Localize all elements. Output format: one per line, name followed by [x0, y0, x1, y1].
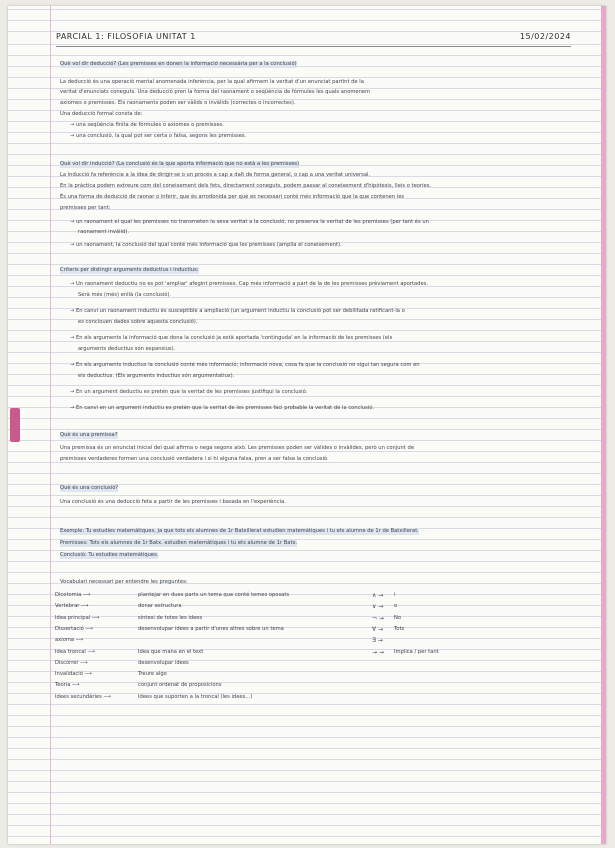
vocab-term: Dicotomia ⟶	[55, 592, 91, 598]
vocab-term: axioma ⟶	[55, 637, 84, 644]
logic-symbol: ∧ →	[372, 592, 384, 599]
logic-symbol: ¬ →	[372, 614, 384, 622]
list-item: Serà més (més) enllà (la conclusió).	[78, 292, 172, 298]
vocab-definition: Idees que suporten a la troncal (les idees...)	[138, 693, 253, 700]
list-item: → En canvi en un argument inductiu es pretén que la veritat de les premisses faci probable la veritat de la conclusió.	[70, 405, 374, 411]
vocab-term: Idea troncal ⟶	[55, 648, 95, 655]
list-item: es conclouen dades sobre aquesta conclusió).	[78, 319, 198, 325]
vocab-definition: Treure algo	[138, 671, 167, 678]
example-line: Exemple: Tu estudies matemàtiques, ja que tots els alumnes de 1r Batxillerat estudien matemàtiques i tu ets alumne de 1r de Batxillerat.	[60, 528, 419, 534]
text-line: premisses verdaderes formen una conclusió verdadera i si hi alguna falsa, pren a ser falsa la conclusió.	[60, 456, 329, 462]
list-item: → En un argument deductiu es pretén que la veritat de les premisses justifiqui la conclusió.	[70, 389, 308, 395]
list-item: → una seqüència finita de fórmules o axiomes o premisses.	[70, 122, 224, 128]
vocab-term: Idees secundàries ⟶	[55, 693, 111, 700]
premisses-line: Premisses: Tots els alumnes de 1r Batx. estudien matemàtiques i tu ets alumne de 1r Batx.	[60, 540, 298, 546]
page-edge	[601, 6, 606, 844]
vocab-term: Discórrer ⟶	[55, 659, 88, 666]
heading-vocabulari: Vocabulari necessari per entendre les preguntes:	[60, 579, 188, 585]
vocab-definition: Idea que mana en el text	[138, 648, 204, 655]
vocab-definition: desenvolupar idees a partir d'unes altres sobre un tema	[138, 625, 284, 632]
vocab-term: Teoria ⟶	[55, 682, 80, 689]
logic-symbol: ∨ →	[372, 603, 384, 611]
list-item: → una conclusió, la qual pot ser certa o falsa, segons les premisses.	[70, 133, 247, 139]
vocab-term: Vertebrar ⟶	[55, 603, 89, 610]
logic-symbol: → →	[372, 648, 384, 656]
text-line: veritat d'enunciats coneguts. Una deducció pren la forma del raonament o seqüència de fórmules les quals anomenem	[60, 89, 371, 95]
margin-line	[50, 6, 51, 844]
vocab-term: Idea principal ⟶	[55, 614, 100, 621]
heading-criteris: Criteris per distingir arguments deductius i inductius:	[60, 267, 199, 273]
logic-symbol-meaning: o	[394, 603, 398, 610]
vocab-definition: donar estructura	[138, 603, 182, 610]
text-line: Una conclusió és una deducció feta a partir de les premisses i basada en l'experiència.	[60, 499, 286, 505]
list-item: els deductius. (Els arguments inductius són argumentatius).	[78, 373, 235, 379]
vocab-definition: plantejar en dues parts un tema que conté temes oposats	[138, 592, 290, 598]
heading-induccio: Què vol dir inducció? (La conclusió és la que aporta informació que no està a les premisses)	[60, 161, 300, 167]
notebook-page	[8, 6, 606, 844]
heading-premissa: Què és una premissa?	[60, 432, 118, 438]
logic-symbol-meaning: i	[394, 592, 396, 598]
logic-symbol: ∃ →	[372, 637, 383, 645]
text-line: premisses per tant:	[60, 205, 111, 211]
text-line: axiomes o premisses. Els raonaments poden ser vàlids o invàlids (correctes o incorrectes).	[60, 100, 296, 106]
page-title: PARCIAL 1: FILOSOFIA UNITAT 1	[56, 32, 196, 41]
logic-symbol-meaning: Tots	[394, 625, 405, 632]
heading-deduccio: Què vol dir deducció? (Les premisses en donen la informació necessària per a la conclusió)	[60, 61, 297, 67]
page-date: 15/02/2024	[519, 32, 571, 41]
list-item: → un raonament, la conclusió del qual conté més informació que les premisses (amplia el coneixement).	[70, 242, 342, 248]
text-line: Una premissa és un enunciat inicial del qual afirma o nega segons això. Les premisses poden ser vàlides o invàlides, però un conjunt de	[60, 445, 415, 451]
vocab-term: Dissertació ⟶	[55, 625, 93, 632]
text-line: És una forma de deducció de raonar o inferir, que és arrodonida per què es necessari conté més informació que la que contenen les	[60, 194, 405, 200]
list-item: → En els arguments la informació que dona la conclusió ja està aportada 'continguda' en la informació de les premisses (els	[70, 335, 393, 341]
list-item: → Un raonament deductiu no es pot 'ampliar' afegint premisses. Cap més informació a part de la de les premisses prèviament aportades.	[70, 281, 429, 287]
page-header	[56, 32, 571, 47]
logic-symbol-meaning: Implica / per tant	[394, 648, 439, 655]
logic-symbol-meaning: No	[394, 614, 402, 621]
vocab-definition: conjunt ordenat de proposicions	[138, 682, 222, 689]
list-item: → En canvi un raonament inductiu és susceptible a ampliació (un argument inductiu la conclusió pot ser debilitada ratificant-la o	[70, 308, 405, 314]
list-item: → En els arguments inductius la conclusió conté més informació; informació nova, cosa fa que la conclusió no sigui tan segura com en	[70, 362, 420, 368]
vocab-term: Invalidació ⟶	[55, 671, 92, 678]
page-tab	[10, 408, 20, 442]
text-line: La inducció fa referència a la idea de dirigir-se o un procés a cap a dalt de forma general, o cap a una veritat universal.	[60, 172, 371, 178]
logic-symbol: ∀ →	[372, 625, 384, 633]
list-item: → un raonament el qual les premisses no transmeten la seva veritat a la conclusió, no preserva la veritat de les premisses (per tant és un	[70, 219, 429, 225]
list-item: arguments deductius són expansius).	[78, 346, 176, 352]
heading-conclusio: Què és una conclusió?	[60, 485, 119, 491]
conclusio-line: Conclusió: Tu estudies matemàtiques.	[60, 552, 159, 558]
text-line: Una deducció formal consta de:	[60, 111, 143, 117]
text-line: En la pràctica podem extreure com del coneixement dels fets, directament coneguts, podem passar al coneixement d'hipòtesis, lleis o teories.	[60, 183, 432, 189]
text-line: La deducció és una operació mental anomenada inferència, per la qual afirmem la veritat d'un enunciat partint de la	[60, 79, 364, 85]
vocab-definition: desenvolupar idees	[138, 659, 189, 666]
vocab-definition: síntesi de totes les idees	[138, 614, 203, 621]
list-item: raonament invàlid).	[78, 229, 129, 235]
